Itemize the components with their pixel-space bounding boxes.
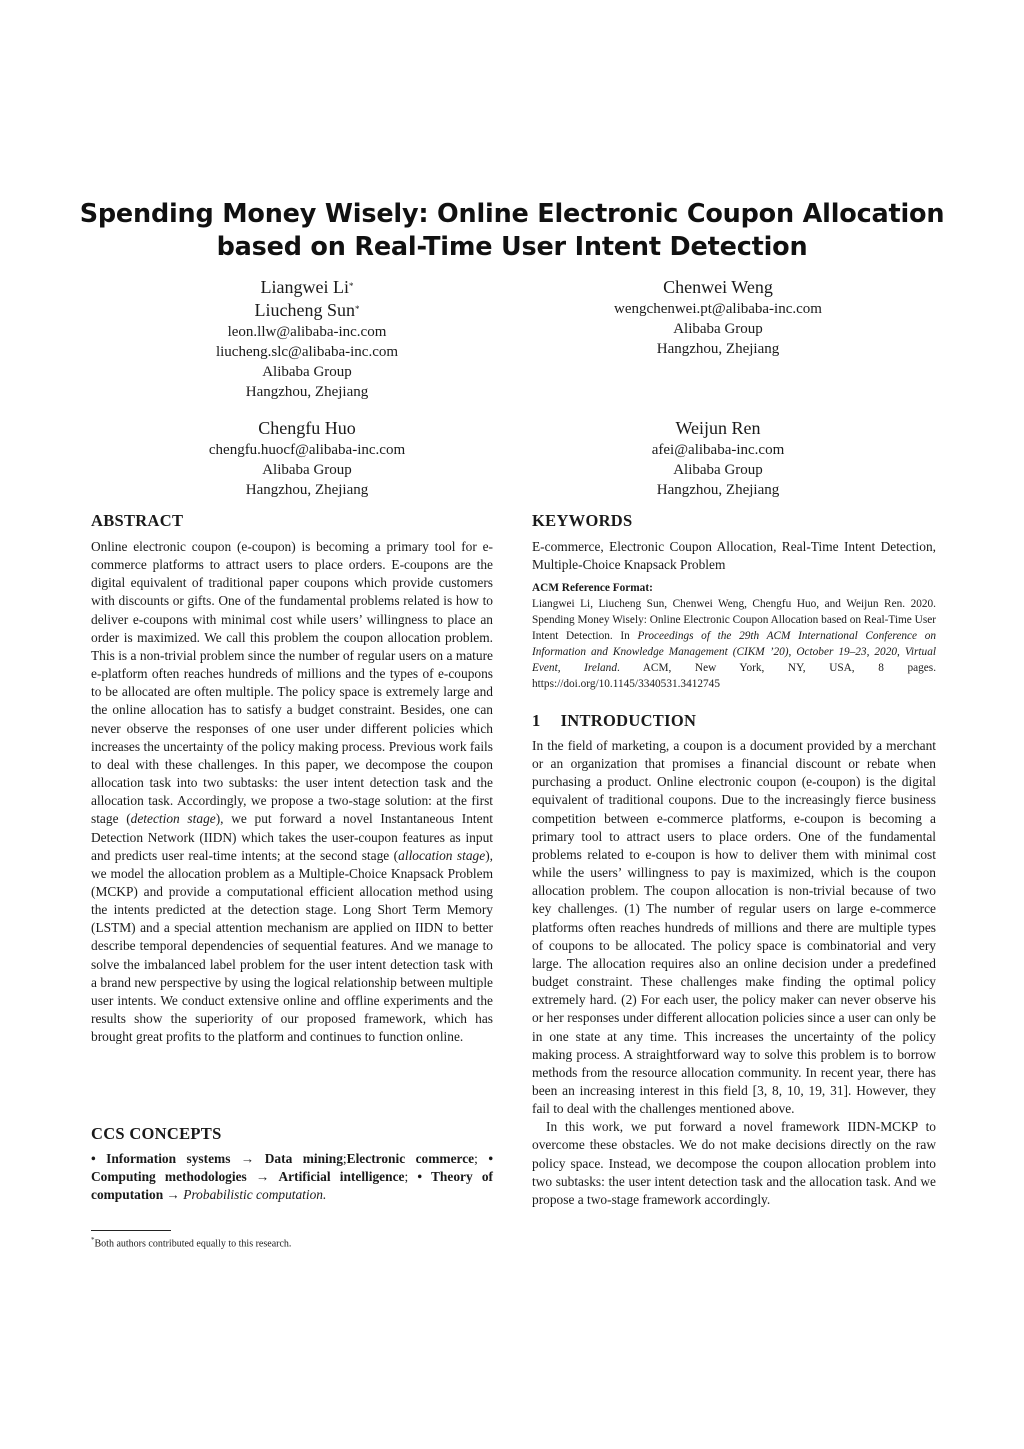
author-location: Hangzhou, Zhejiang <box>656 341 780 357</box>
author-affiliation: Alibaba Group <box>673 462 763 478</box>
intro-body <box>532 737 936 1209</box>
author-block-li-sun <box>127 277 487 402</box>
abstract-paragraph: Online electronic coupon (e-coupon) is becoming a primary tool for e-commerce platforms to attract users to place orders. E-coupons are the digital equivalent of traditional paper coupons which provide customers with discounts or gifts. One of the fundamental problems related is how to deliver e-coupons with minimal cost while users’ willingness to place an order is maximized. We call this problem the coupon allocation problem. This is a non-trivial problem since the number of regular users on a mature e-platform often reaches hundreds of millions and the types of e-coupons to be allocated are often multiple. The policy space is extremely large and the online allocation has to satisfy a budget constraint. Besides, one can never observe the responses of one user under different policies which increases the uncertainty of the policy making process. Previous work fails to deal with these challenges. In this paper, we decompose the coupon allocation task into two subtasks: the user intent detection task and the allocation task. Accordingly, we propose a two-stage solution: at the first stage (detection stage), we put forward a novel Instantaneous Intent Detection Network (IIDN) which takes the user-coupon features as input and predicts user real-time intents; at the second stage (allocation stage), we model the allocation problem as a Multiple-Choice Knapsack Problem (MCKP) and provide a computational efficient allocation method using the intents predicted at the detection stage. Long Short Term Memory (LSTM) and a special attention mechanism are applied on IIDN to better describe temporal dependencies of sequential features. And we manage to solve the imbalanced label problem for the user intent detection task with a brand new perspective by using the logical relationship between multiple user intents. We conduct extensive online and offline experiments and the results show the superiority of our proposed framework, which has brought great profits to the platform and continues to function online. <box>91 539 494 1045</box>
author-block-ren <box>538 418 898 500</box>
title-line-2: based on Real-Time User Intent Detection <box>216 232 808 262</box>
author-name: Liangwei Li* <box>260 277 354 297</box>
title-line-1: Spending Money Wisely: Online Electronic Coupon Allocation <box>79 199 945 229</box>
author-email: afei@alibaba-inc.com <box>651 442 785 458</box>
author-name: Liucheng Sun* <box>254 300 360 320</box>
author-name: Chengfu Huo <box>258 418 356 438</box>
intro-paragraph: In this work, we put forward a novel framework IIDN-MCKP to overcome these obstacles. We do not make decisions directly on the raw policy space. Instead, we decompose the coupon allocation problem into two subtasks: the user intent detection task and the allocation task. And we propose a two-stage framework accordingly. <box>532 1119 936 1207</box>
footnote-rule <box>91 1230 171 1231</box>
author-name: Chenwei Weng <box>663 277 773 297</box>
footnote: *Both authors contributed equally to this research. <box>91 1236 292 1250</box>
author-affiliation: Alibaba Group <box>262 364 352 380</box>
abstract-body <box>91 538 493 1046</box>
author-block-huo <box>127 418 487 500</box>
author-location: Hangzhou, Zhejiang <box>245 384 369 400</box>
author-email: wengchenwei.pt@alibaba-inc.com <box>614 301 822 317</box>
author-affiliation: Alibaba Group <box>262 462 352 478</box>
ccs-concepts <box>91 1150 493 1204</box>
keywords-body <box>532 538 936 574</box>
intro-heading: 1 INTRODUCTION <box>532 711 697 730</box>
intro-paragraph: In the field of marketing, a coupon is a document provided by a merchant or an organization that promises a financial discount or rebate when purchasing a product. Online electronic coupon (e-coupon) is the digital equivalent of traditional coupons. Due to the increasingly fierce business competition between e-commerce platforms, e-coupon is becoming a primary tool to attract users to place orders. One of the fundamental problems related to e-coupon is how to deliver them with minimal cost while the users’ willingness to pay is maximized, which is the coupon allocation problem. The coupon allocation is non-trivial because of two key challenges. (1) The number of regular users on large e-commerce platforms often reaches hundreds of millions and there are multiple types of coupons to be allocated. The policy space is combinatorial and very large. The allocation requires also an online decision under a predefined budget constraint. These challenges make finding the optimal policy extremely hard. (2) For each user, the policy maker can never observe his or her responses under different allocation policies since a user can only be in one state at any time. This increases the uncertainty of the policy making process. A straightforward way to solve this problem is to borrow methods from the resource allocation community. In recent year, there has been an increasing interest in this field [3, 8, 10, 19, 31]. However, they fail to deal with the challenges mentioned above. <box>532 738 936 1117</box>
author-location: Hangzhou, Zhejiang <box>656 482 780 498</box>
author-location: Hangzhou, Zhejiang <box>245 482 369 498</box>
author-block-weng <box>538 277 898 359</box>
author-email: leon.llw@alibaba-inc.com <box>227 324 387 340</box>
acm-reference-heading: ACM Reference Format: <box>532 582 653 594</box>
ccs-paragraph: • Information systems → Data mining;Electronic commerce; • Computing methodologies → Artificial intelligence; • Theory of computation → Probabilistic computation. <box>91 1151 494 1203</box>
author-affiliation: Alibaba Group <box>673 321 763 337</box>
abstract-heading: ABSTRACT <box>91 511 184 530</box>
keywords-heading: KEYWORDS <box>532 511 633 530</box>
author-email: chengfu.huocf@alibaba-inc.com <box>208 442 406 458</box>
keywords-text: E-commerce, Electronic Coupon Allocation, Real-Time Intent Detection, Multiple-Choice Knapsack Problem <box>532 539 936 573</box>
author-name: Weijun Ren <box>675 418 761 438</box>
ccs-heading: CCS CONCEPTS <box>91 1124 222 1143</box>
acm-reference <box>532 580 936 692</box>
paper-title <box>60 198 964 264</box>
acm-reference-text: Liangwei Li, Liucheng Sun, Chenwei Weng, Chengfu Huo, and Weijun Ren. 2020. Spending Money Wisely: Online Electronic Coupon Allocation based on Real-Time User Intent Detection. In Proceedings of the 29th ACM International Conference on Information and Knowledge Management (CIKM ’20), October 19–23, 2020, Virtual Event, Ireland. ACM, New York, NY, USA, 8 pages. https://doi.org/10.1145/3340531.3412745 <box>532 598 937 690</box>
author-email: liucheng.slc@alibaba-inc.com <box>215 344 399 360</box>
